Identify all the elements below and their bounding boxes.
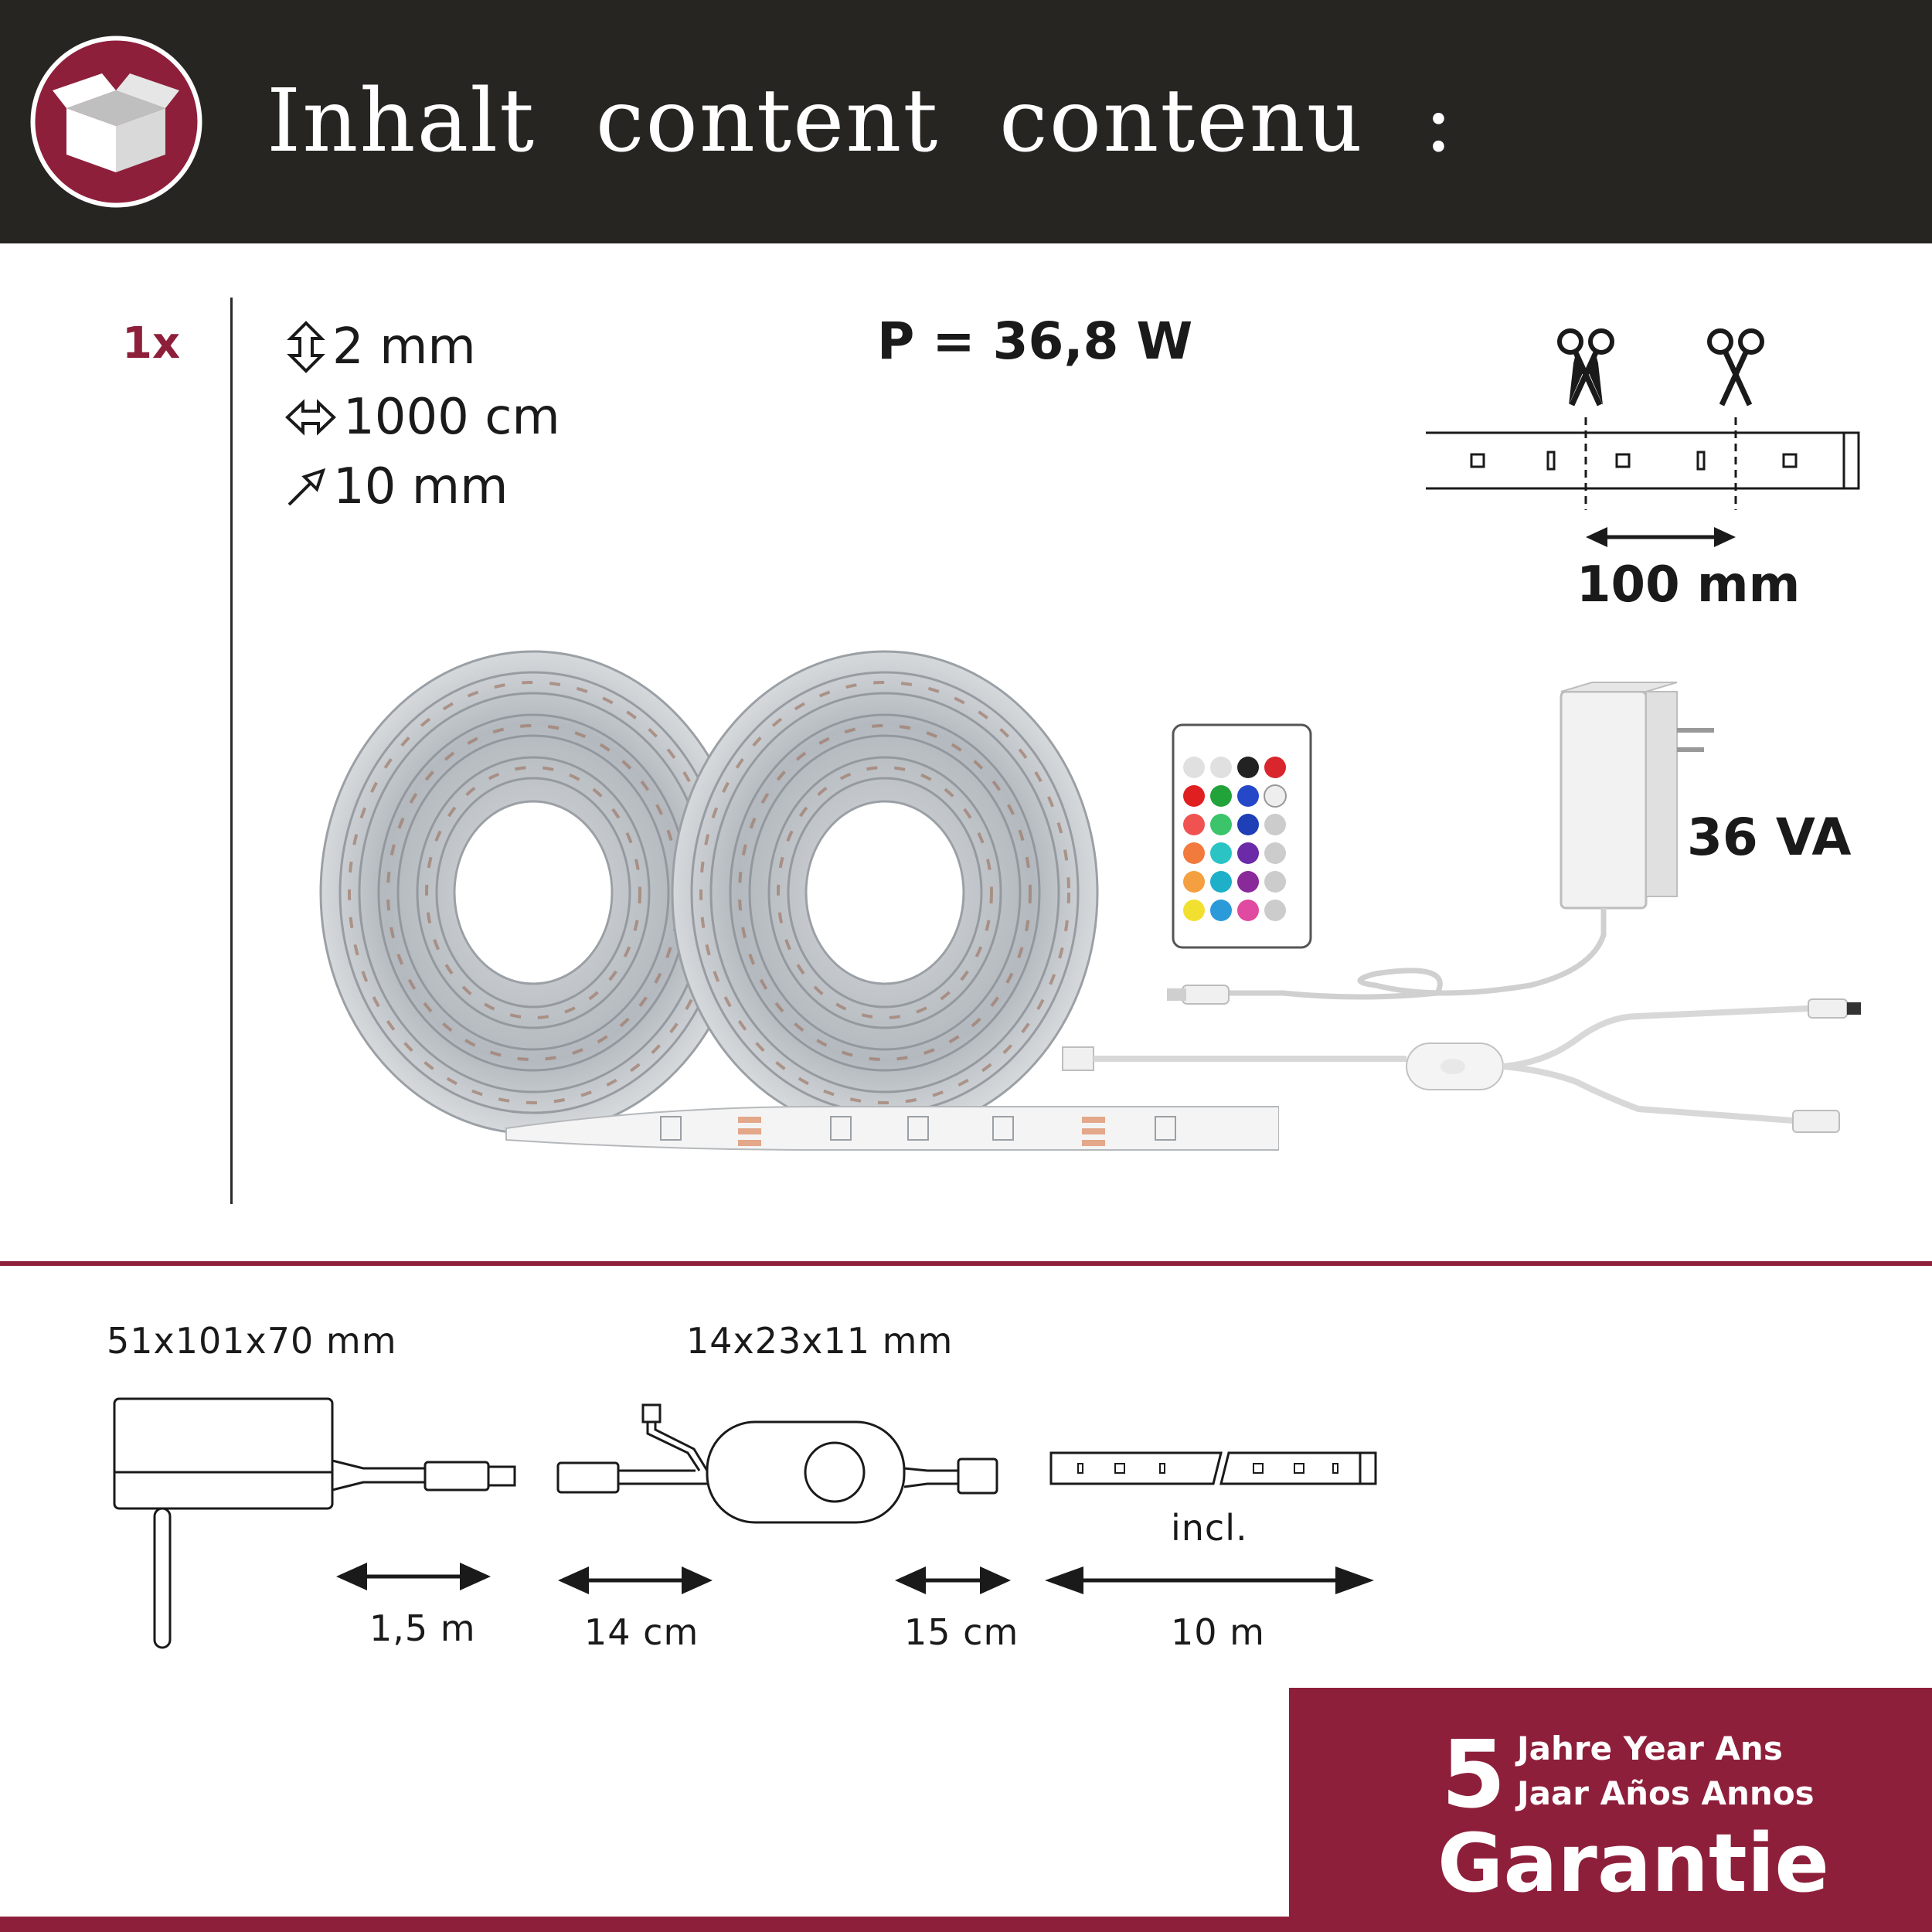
quantity-label: 1x	[122, 318, 181, 369]
cable-length-transformer: 1,5 m	[369, 1607, 476, 1649]
strip-length: 10 m	[1171, 1611, 1265, 1653]
section-divider	[0, 1261, 1932, 1266]
warranty-years: 5	[1441, 1722, 1506, 1829]
cable-length-controller-in: 14 cm	[584, 1611, 699, 1653]
warranty-label: Garantie	[1437, 1816, 1829, 1910]
transformer-rating: 36 VA	[1687, 808, 1852, 867]
power-rating: P = 36,8 W	[877, 311, 1193, 371]
scissors-icon	[1560, 331, 1612, 405]
height-arrow-icon	[286, 320, 326, 374]
page-title: Inhalt content contenu :	[267, 71, 1455, 172]
spec-width-value: 10 mm	[333, 458, 509, 515]
spec-width	[284, 458, 508, 515]
warranty-line-2: Jaar Años Annos	[1517, 1774, 1815, 1812]
spec-length-value: 1000 cm	[343, 389, 560, 446]
cut-interval-label: 100 mm	[1577, 556, 1801, 614]
width-arrow-icon	[284, 466, 327, 509]
strip-included-label: incl.	[1171, 1507, 1248, 1549]
cut-diagram	[1422, 325, 1878, 556]
controller-size: 14x23x11 mm	[686, 1320, 954, 1362]
spec-length	[284, 389, 560, 446]
transformer-size: 51x101x70 mm	[107, 1320, 397, 1362]
cable-length-controller-out: 15 cm	[904, 1611, 1019, 1653]
warranty-line-1: Jahre Year Ans	[1517, 1730, 1783, 1767]
spec-height-value: 2 mm	[332, 318, 476, 376]
spec-height	[286, 318, 476, 376]
divider-vertical	[230, 298, 233, 1204]
scissors-icon	[1709, 331, 1762, 405]
adapter-and-controller-image	[1051, 676, 1886, 1140]
length-arrow-icon	[284, 398, 337, 437]
box-icon	[29, 35, 203, 209]
bottom-bar	[0, 1917, 1932, 1932]
